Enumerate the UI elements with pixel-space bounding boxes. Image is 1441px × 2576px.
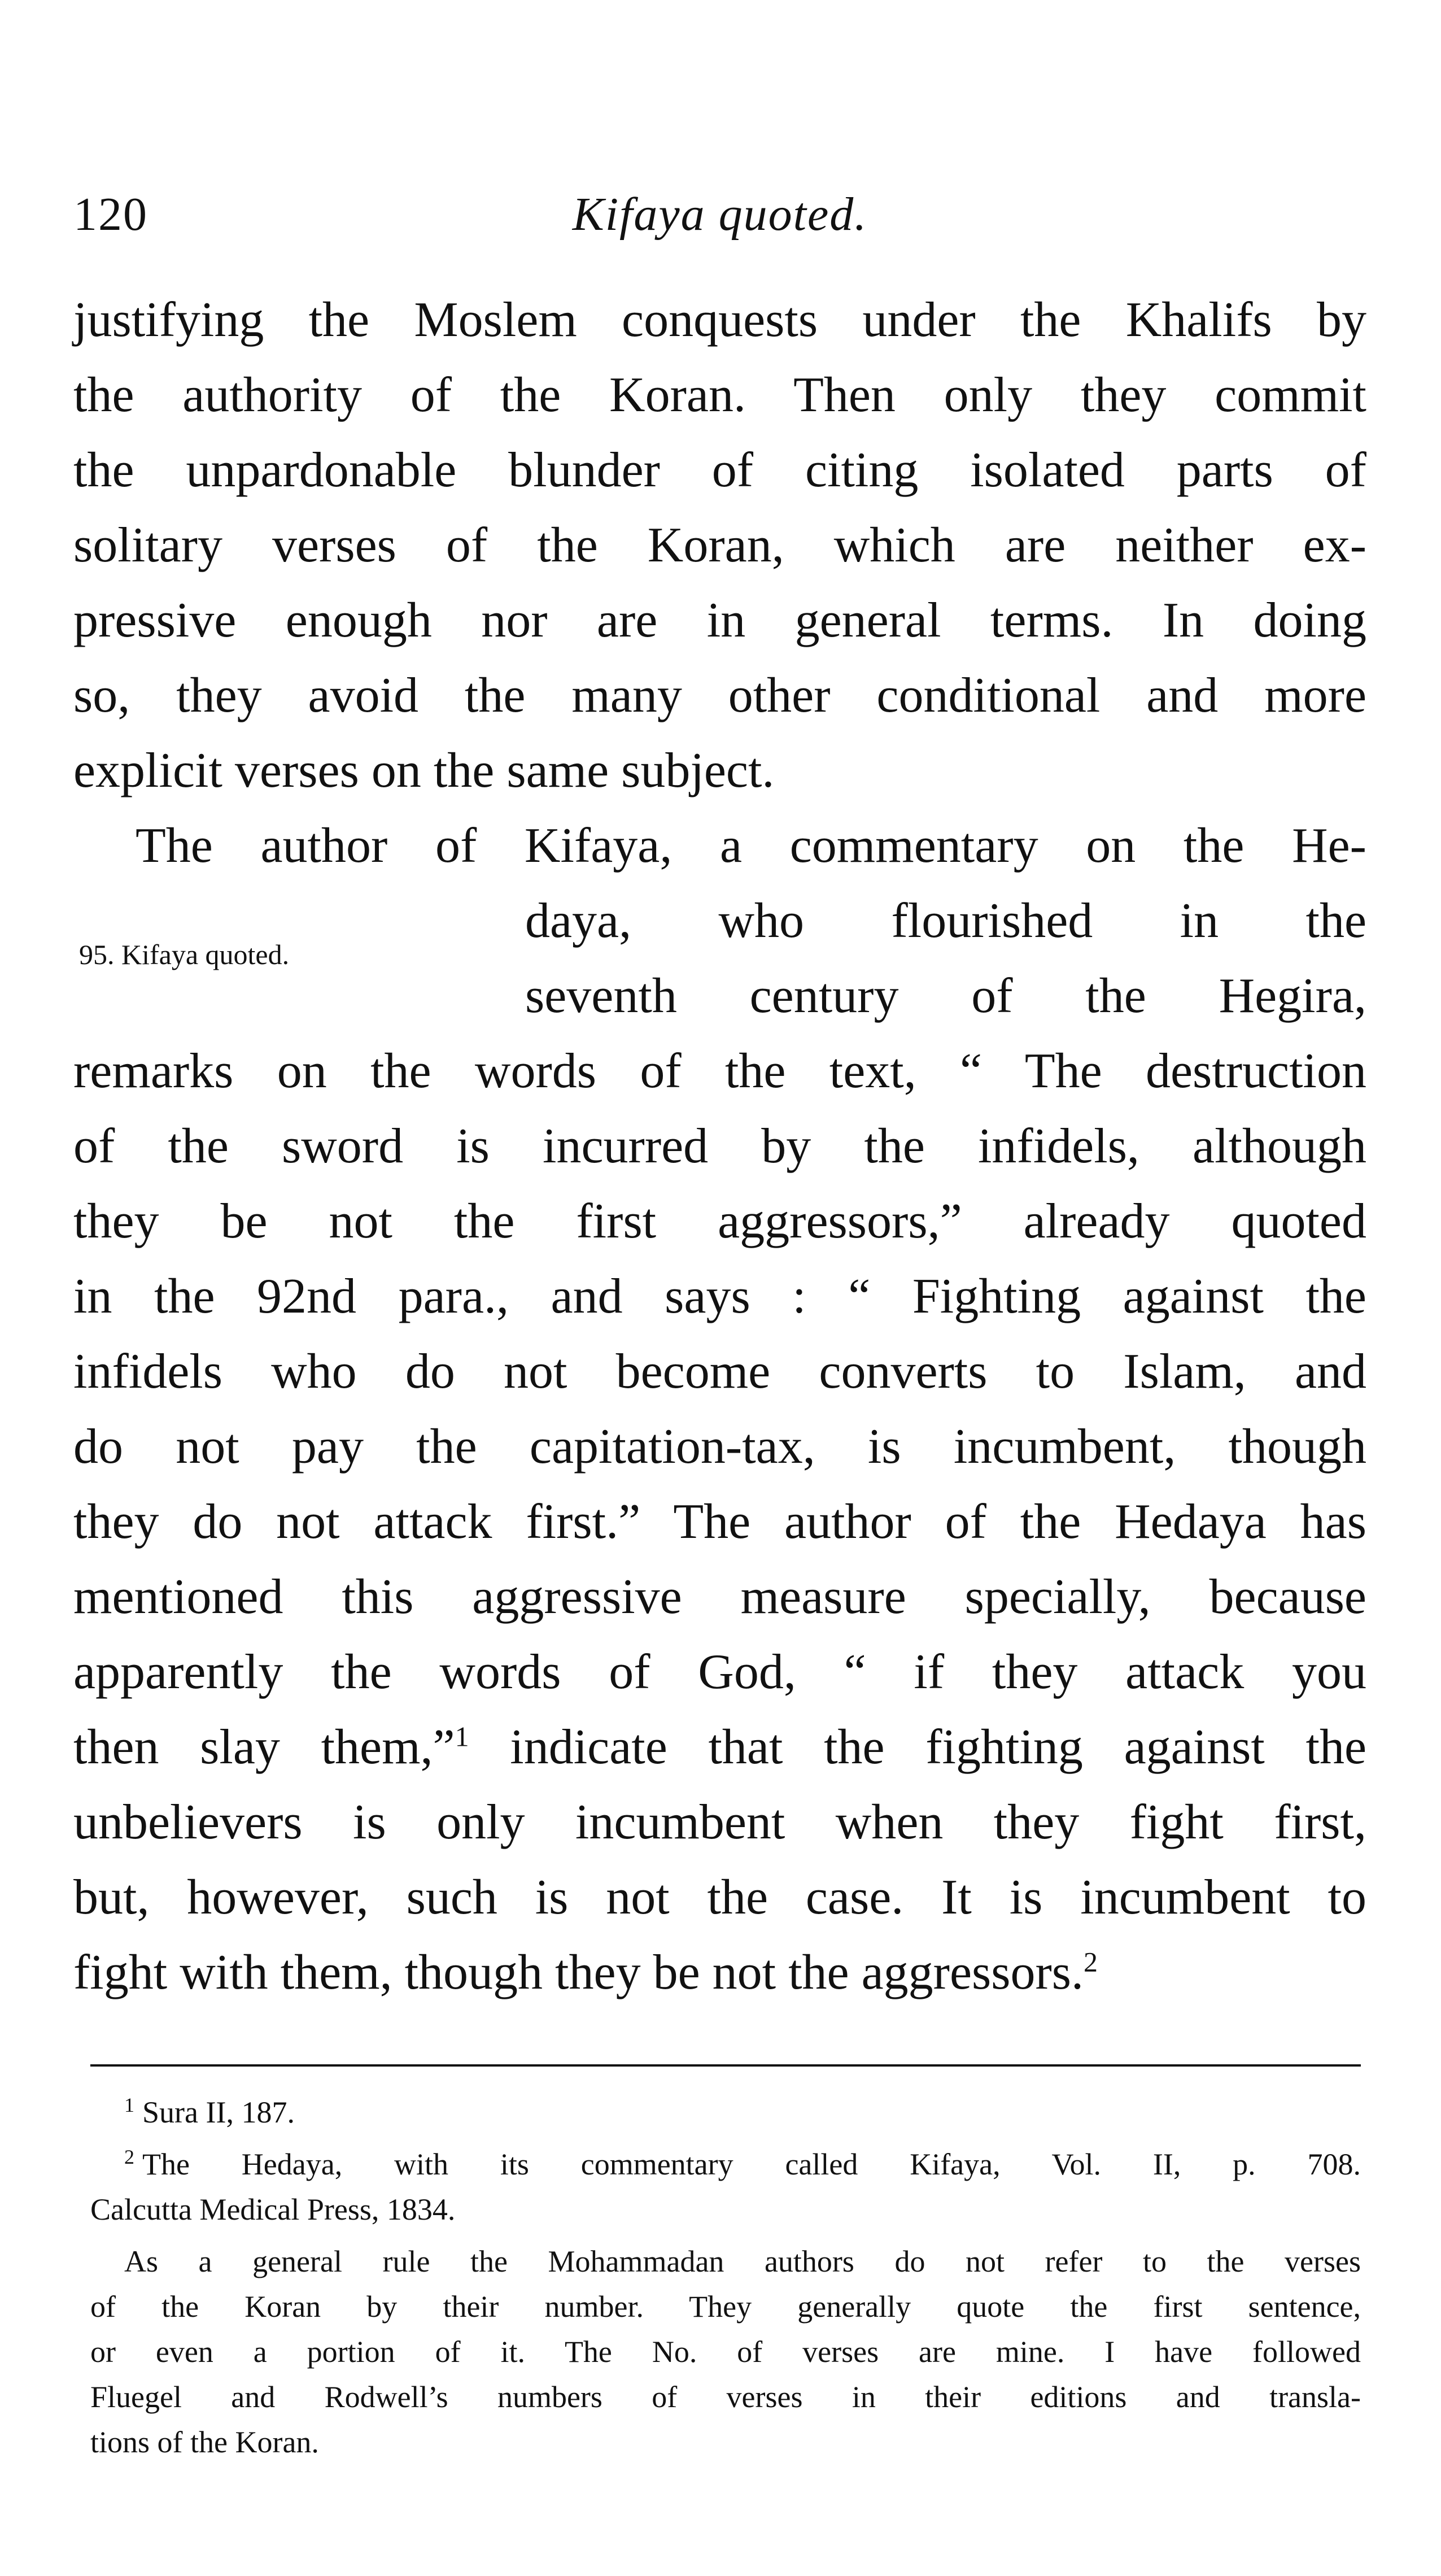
footnote-mark: 1: [124, 2094, 134, 2116]
body-line: of the sword is incurred by the infidels, although: [73, 1119, 1366, 1174]
body-line: [73, 1935, 1366, 2010]
body-text: [73, 282, 1366, 2010]
footnote-mark: 2: [124, 2146, 134, 2168]
footnote-ref-2: 2: [1084, 1946, 1098, 1978]
body-line: in the 92nd para., and says : “ Fighting against the: [73, 1269, 1366, 1324]
body-line: they do not attack first.” The author of the Hedaya has: [73, 1494, 1366, 1549]
body-line: apparently the words of God, “ if they attack you: [73, 1645, 1366, 1699]
body-line: daya, who flourished in the: [525, 893, 1366, 948]
footnote-text: Sura II, 187.: [142, 2095, 295, 2129]
body-line-segment: indicate that the fighting against the: [510, 1720, 1367, 1775]
page-number: 120: [73, 188, 148, 241]
body-line: [73, 1710, 1366, 1785]
footnote-ref-1: 1: [455, 1720, 469, 1753]
body-line: pressive enough nor are in general terms. In doing: [73, 593, 1366, 648]
body-line: do not pay the capitation-tax, is incumbent, though: [73, 1419, 1366, 1474]
body-line: solitary verses of the Koran, which are neither ex-: [73, 518, 1366, 573]
footnote-line: Calcutta Medical Press, 1834.: [90, 2193, 456, 2226]
footnote-note-line: or even a portion of it. The No. of verses are mine. I have followed: [90, 2335, 1361, 2369]
margin-sidenote: 95. Kifaya quoted.: [79, 939, 290, 970]
footnote-note-line: tions of the Koran.: [90, 2425, 319, 2459]
body-line: The author of Kifaya, a commentary on the He-: [136, 818, 1366, 873]
body-line: mentioned this aggressive measure specially, because: [73, 1570, 1366, 1624]
body-line: but, however, such is not the case. It is incumbent to: [73, 1870, 1366, 1925]
body-line: infidels who do not become converts to Islam, and: [73, 1344, 1366, 1399]
footnotes: [90, 2090, 1361, 2465]
footnote-note-line: of the Koran by their number. They generally quote the first sentence,: [90, 2290, 1361, 2324]
footnote-note-line: As a general rule the Mohammadan authors do not refer to the verses: [124, 2244, 1361, 2278]
footnote-divider: [90, 2064, 1361, 2067]
body-line: they be not the first aggressors,” already quoted: [73, 1194, 1366, 1249]
body-line: the unpardonable blunder of citing isolated parts of: [73, 443, 1366, 498]
footnote-1: [90, 2090, 1361, 2135]
running-title: Kifaya quoted.: [572, 188, 868, 241]
footnote-2: [90, 2142, 1361, 2187]
footnote-note-line: Fluegel and Rodwell’s numbers of verses in their editions and transla-: [90, 2380, 1361, 2414]
body-line: explicit verses on the same subject.: [73, 743, 775, 798]
body-line: unbelievers is only incumbent when they fight first,: [73, 1795, 1366, 1850]
body-line: the authority of the Koran. Then only they commit: [73, 368, 1366, 422]
body-line: so, they avoid the many other conditional and more: [73, 668, 1366, 723]
body-line-segment: then slay them,”: [73, 1720, 455, 1775]
body-line-segment: fight with them, though they be not the aggressors.: [73, 1945, 1084, 2000]
body-line: remarks on the words of the text, “ The destruction: [73, 1044, 1366, 1099]
body-line: seventh century of the Hegira,: [525, 969, 1366, 1023]
page-header: [73, 181, 1366, 249]
body-line: justifying the Moslem conquests under the Khalifs by: [73, 293, 1366, 347]
footnote-text: The Hedaya, with its commentary called Kifaya, Vol. II, p. 708.: [142, 2147, 1361, 2181]
